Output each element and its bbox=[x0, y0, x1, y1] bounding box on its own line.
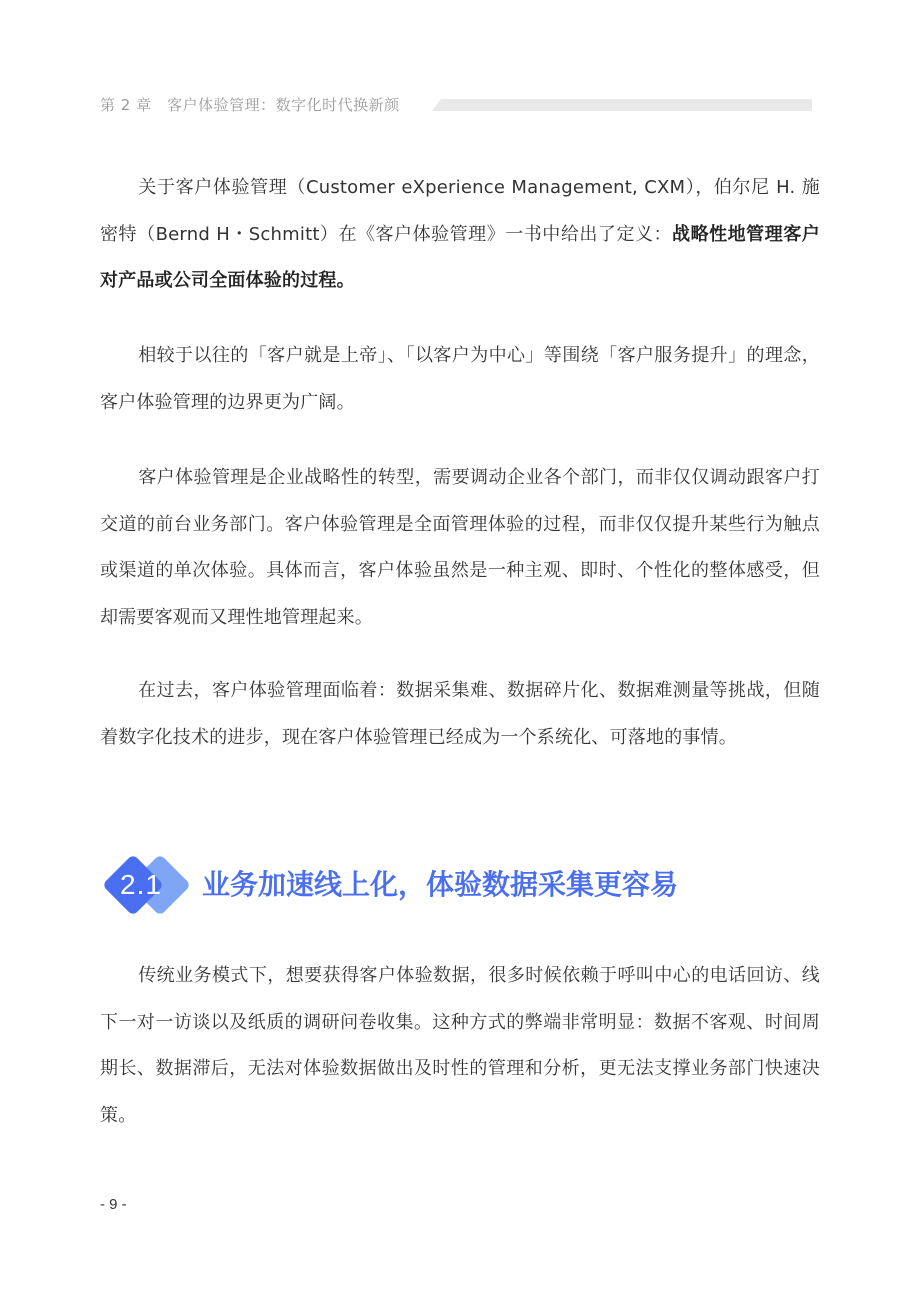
running-header bbox=[100, 94, 812, 116]
paragraph-text: 传统业务模式下，想要获得客户体验数据，很多时候依赖于呼叫中心的电话回访、线下一对一访谈以及纸质的调研问卷收集。这种方式的弊端非常明显：数据不客观、时间周期长、数据滞后，无法对体验数据做出及时性的管理和分析，更无法支撑业务部门快速决策。 bbox=[100, 965, 820, 1126]
paragraph-challenges bbox=[100, 668, 820, 761]
section-number-badge bbox=[100, 852, 190, 918]
paragraph-boundary bbox=[100, 333, 820, 426]
paragraph-cxm-definition bbox=[100, 165, 820, 305]
paragraph-traditional-mode bbox=[100, 953, 820, 1139]
paragraph-text: 在过去，客户体验管理面临着：数据采集难、数据碎片化、数据难测量等挑战，但随着数字化技术的进步，现在客户体验管理已经成为一个系统化、可落地的事情。 bbox=[100, 680, 820, 748]
chapter-title: 第 2 章 客户体验管理：数字化时代换新颜 bbox=[100, 96, 400, 114]
paragraph-text: 关于客户体验管理（Customer eXperience Management, CXM），伯尔尼 H. 施密特（Bernd H・Schmitt）在《客户体验管理》一书中给出了定义： bbox=[100, 177, 820, 245]
header-decoration-bar bbox=[432, 99, 812, 111]
paragraph-strategic-transformation bbox=[100, 455, 820, 641]
section-title: 业务加速线上化，体验数据采集更容易 bbox=[202, 868, 679, 901]
section-heading bbox=[100, 852, 740, 918]
page-number: - 9 - bbox=[100, 1196, 127, 1213]
paragraph-text: 客户体验管理是企业战略性的转型，需要调动企业各个部门，而非仅仅调动跟客户打交道的前台业务部门。客户体验管理是全面管理体验的过程，而非仅仅提升某些行为触点或渠道的单次体验。具体而言，客户体验虽然是一种主观、即时、个性化的整体感受，但却需要客观而又理性地管理起来。 bbox=[100, 467, 820, 628]
paragraph-text: 相较于以往的「客户就是上帝」、「以客户为中心」等围绕「客户服务提升」的理念，客户体验管理的边界更为广阔。 bbox=[100, 345, 820, 413]
section-number: 2.1 bbox=[120, 869, 162, 900]
definition-emphasis: 战略性地管理客户对产品或公司全面体验的过程。 bbox=[100, 223, 820, 291]
